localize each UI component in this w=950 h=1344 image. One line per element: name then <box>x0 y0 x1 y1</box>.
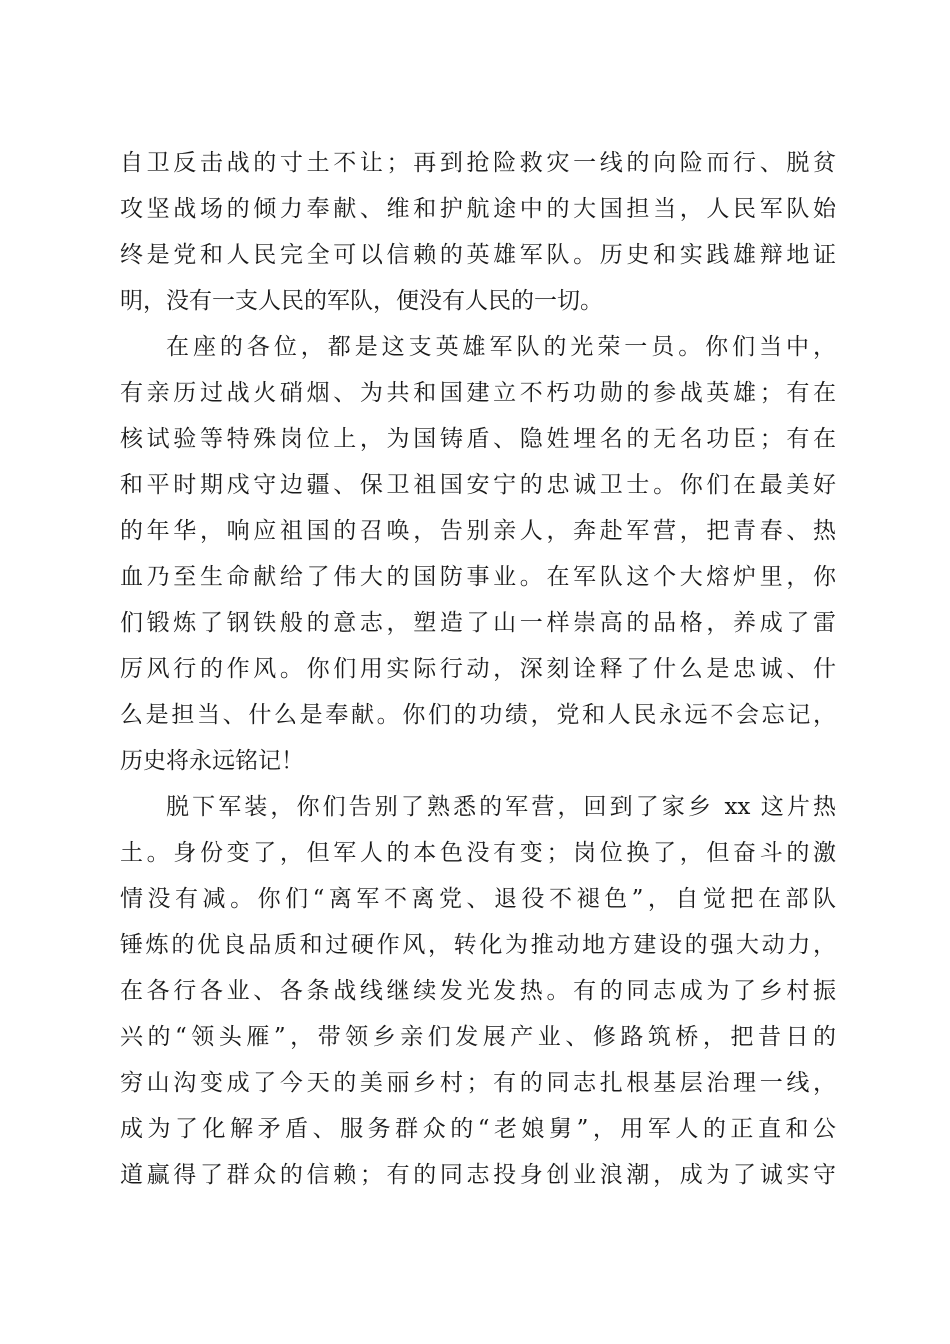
paragraph <box>120 140 836 324</box>
paragraph <box>120 324 836 784</box>
text-line: 的年华，响应祖国的召唤，告别亲人，奔赴军营，把青春、热 <box>120 518 836 544</box>
text-line: 历史将永远铭记！ <box>120 748 304 774</box>
text-line: 自卫反击战的寸土不让；再到抢险救灾一线的向险而行、脱贫 <box>120 150 836 176</box>
text-line: 土。身份变了，但军人的本色没有变；岗位换了，但奋斗的激 <box>120 840 836 866</box>
text-line: 成为了化解矛盾、服务群众的“老娘舅”，用军人的正直和公 <box>120 1116 836 1142</box>
text-line: 脱下军装，你们告别了熟悉的军营，回到了家乡 xx 这片热 <box>166 794 836 820</box>
text-line: 和平时期戍守边疆、保卫祖国安宁的忠诚卫士。你们在最美好 <box>120 472 836 498</box>
text-line: 厉风行的作风。你们用实际行动，深刻诠释了什么是忠诚、什 <box>120 656 836 682</box>
text-line: 核试验等特殊岗位上，为国铸盾、隐姓埋名的无名功臣；有在 <box>120 426 836 452</box>
text-line: 终是党和人民完全可以信赖的英雄军队。历史和实践雄辩地证 <box>120 242 836 268</box>
text-line: 血乃至生命献给了伟大的国防事业。在军队这个大熔炉里，你 <box>120 564 836 590</box>
text-line: 在各行各业、各条战线继续发光发热。有的同志成为了乡村振 <box>120 978 836 1004</box>
paragraph <box>120 784 836 1198</box>
text-line: 们锻炼了钢铁般的意志，塑造了山一样崇高的品格，养成了雷 <box>120 610 836 636</box>
text-line: 在座的各位，都是这支英雄军队的光荣一员。你们当中， <box>166 334 836 360</box>
text-line: 么是担当、什么是奉献。你们的功绩，党和人民永远不会忘记， <box>120 702 836 728</box>
text-line: 有亲历过战火硝烟、为共和国建立不朽功勋的参战英雄；有在 <box>120 380 836 406</box>
text-line: 锤炼的优良品质和过硬作风，转化为推动地方建设的强大动力， <box>120 932 836 958</box>
text-line: 穷山沟变成了今天的美丽乡村；有的同志扎根基层治理一线， <box>120 1070 836 1096</box>
text-line: 明，没有一支人民的军队，便没有人民的一切。 <box>120 288 603 314</box>
text-line: 兴的“领头雁”，带领乡亲们发展产业、修路筑桥，把昔日的 <box>120 1024 836 1050</box>
text-line: 道赢得了群众的信赖；有的同志投身创业浪潮，成为了诚实守 <box>120 1162 836 1188</box>
text-line: 情没有减。你们“离军不离党、退役不褪色”，自觉把在部队 <box>120 886 836 912</box>
text-line: 攻坚战场的倾力奉献、维和护航途中的大国担当，人民军队始 <box>120 196 836 222</box>
body-text <box>120 140 836 1198</box>
